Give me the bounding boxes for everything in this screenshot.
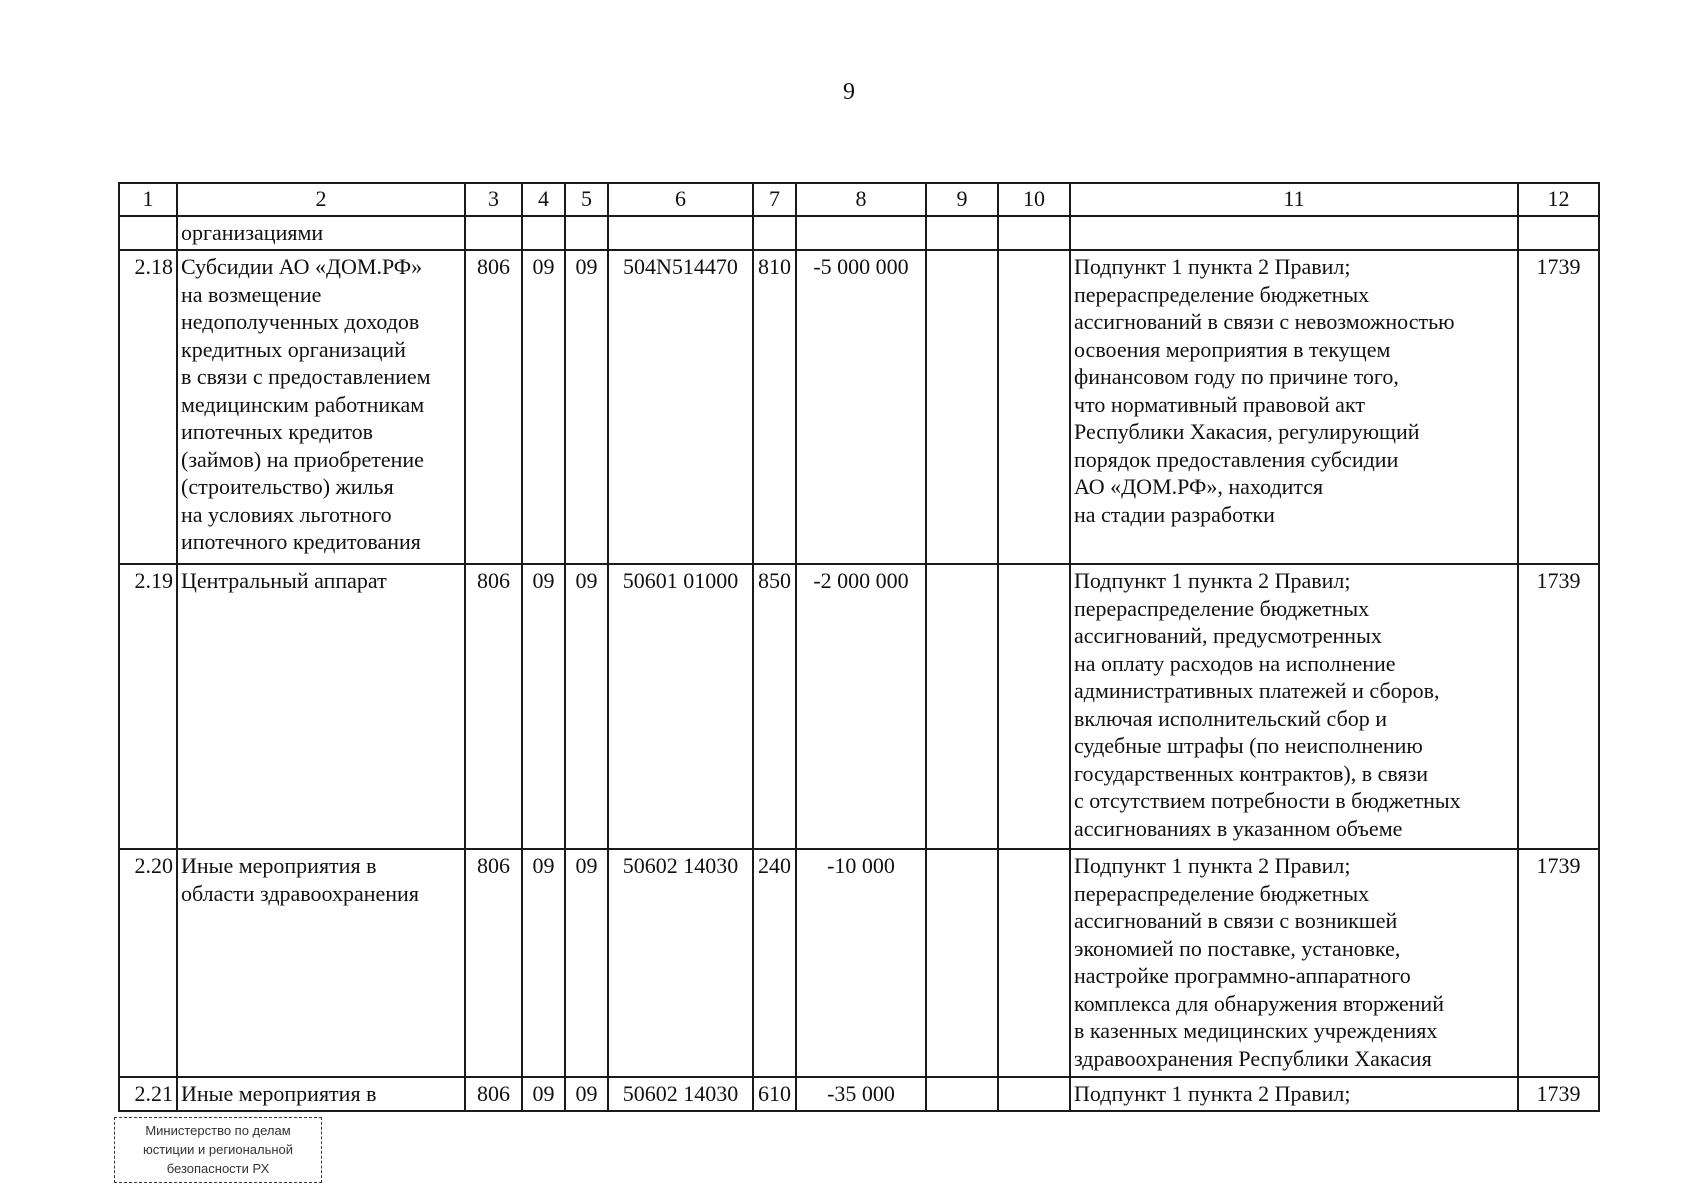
budget-table: [118, 182, 1600, 1112]
header-cell-2: 2: [177, 183, 465, 216]
name-line: Иные мероприятия в: [181, 853, 377, 878]
cell-c10: [998, 564, 1070, 849]
cell-name: [177, 564, 465, 849]
cell-num: 2.21: [119, 1077, 177, 1111]
reason-line: Подпункт 1 пункта 2 Правил;: [1074, 853, 1351, 878]
stamp-line: Министерство по делам: [145, 1123, 291, 1138]
cell-c3: 806: [465, 250, 522, 564]
name-line: на возмещение: [181, 281, 322, 307]
cell-c4: 09: [522, 250, 565, 564]
name-line: (строительство) жилья: [181, 474, 394, 499]
table-row: [119, 564, 1599, 849]
cell-c12: 1739: [1518, 250, 1599, 564]
cell-c10: [998, 216, 1070, 250]
reason-line: порядок предоставления субсидии: [1074, 446, 1399, 472]
reason-line: ассигнованиях в указанном объеме: [1074, 815, 1403, 841]
reason-line: что нормативный правовой акт: [1074, 391, 1365, 417]
cell-c5: 09: [565, 250, 608, 564]
cell-c3: [465, 216, 522, 250]
cell-reason: [1070, 1077, 1518, 1111]
name-line: медицинским работникам: [181, 391, 425, 417]
header-cell-1: 1: [119, 183, 177, 216]
cell-c8: -35 000: [796, 1077, 926, 1111]
cell-c5: 09: [565, 1077, 608, 1111]
header-cell-11: 11: [1070, 183, 1518, 216]
header-cell-3: 3: [465, 183, 522, 216]
name-line: Иные мероприятия в: [181, 1081, 377, 1106]
reason-line: административных платежей и сборов,: [1074, 678, 1440, 703]
reason-line: перераспределение бюджетных: [1074, 595, 1370, 621]
cell-num: [119, 216, 177, 250]
cell-c12: [1518, 216, 1599, 250]
cell-c8: -10 000: [796, 849, 926, 1077]
cell-c3: 806: [465, 1077, 522, 1111]
cell-name: [177, 216, 465, 250]
cell-c3: 806: [465, 849, 522, 1077]
cell-c3: 806: [465, 564, 522, 849]
table-row-continuation: [119, 216, 1599, 250]
stamp-line: юстиции и региональной: [142, 1142, 294, 1157]
cell-reason: [1070, 216, 1518, 250]
reason-line: государственных контрактов), в связи: [1074, 760, 1429, 786]
cell-c7: 240: [753, 849, 796, 1077]
name-line: Центральный аппарат: [181, 568, 387, 593]
cell-c9: [926, 849, 998, 1077]
reason-line: судебные штрафы (по неисполнению: [1074, 733, 1423, 758]
cell-c5: 09: [565, 849, 608, 1077]
cell-c4: 09: [522, 849, 565, 1077]
reason-line: экономией по поставке, установке,: [1074, 935, 1401, 961]
cell-c6: 50602 14030: [608, 1077, 753, 1111]
cell-name: [177, 1077, 465, 1111]
reason-line: с отсутствием потребности в бюджетных: [1074, 788, 1461, 813]
cell-c4: 09: [522, 564, 565, 849]
cell-c9: [926, 1077, 998, 1111]
header-cell-8: 8: [796, 183, 926, 216]
table-row: [119, 849, 1599, 1077]
cell-num: 2.19: [119, 564, 177, 849]
reason-line: освоения мероприятия в текущем: [1074, 336, 1391, 362]
reason-line: Подпункт 1 пункта 2 Правил;: [1074, 254, 1351, 279]
cell-name: [177, 250, 465, 564]
name-line: в связи с предоставлением: [181, 364, 431, 389]
name-line: недополученных доходов: [181, 309, 420, 334]
cell-c7: 810: [753, 250, 796, 564]
ministry-stamp: [114, 1117, 322, 1183]
reason-line: ассигнований в связи с возникшей: [1074, 908, 1398, 933]
name-line: организациями: [181, 220, 324, 245]
cell-num: 2.18: [119, 250, 177, 564]
page-number: 9: [843, 79, 855, 105]
cell-c10: [998, 250, 1070, 564]
cell-c8: [796, 216, 926, 250]
cell-c12: 1739: [1518, 1077, 1599, 1111]
name-line: на условиях льготного: [181, 501, 392, 527]
header-cell-6: 6: [608, 183, 753, 216]
cell-c6: 50601 01000: [608, 564, 753, 849]
reason-line: ассигнований в связи с невозможностью: [1074, 309, 1455, 334]
stamp-line: безопасности РХ: [166, 1161, 270, 1176]
name-line: области здравоохранения: [181, 880, 419, 906]
reason-line: перераспределение бюджетных: [1074, 880, 1370, 906]
table-row: [119, 250, 1599, 564]
cell-reason: [1070, 564, 1518, 849]
cell-c6: [608, 216, 753, 250]
cell-name: [177, 849, 465, 1077]
reason-line: здравоохранения Республики Хакасия: [1074, 1045, 1432, 1071]
reason-line: Подпункт 1 пункта 2 Правил;: [1074, 568, 1351, 593]
cell-reason: [1070, 250, 1518, 564]
reason-line: на стадии разработки: [1074, 501, 1275, 527]
name-line: Субсидии АО «ДОМ.РФ»: [181, 254, 423, 279]
cell-c5: [565, 216, 608, 250]
name-line: ипотечного кредитования: [181, 529, 421, 554]
cell-c10: [998, 1077, 1070, 1111]
reason-line: включая исполнительский сбор и: [1074, 705, 1388, 731]
reason-line: перераспределение бюджетных: [1074, 281, 1370, 307]
name-line: кредитных организаций: [181, 336, 406, 362]
name-line: ипотечных кредитов: [181, 419, 374, 444]
reason-line: настройке программно-аппаратного: [1074, 963, 1411, 988]
header-cell-9: 9: [926, 183, 998, 216]
cell-c6: 504N514470: [608, 250, 753, 564]
cell-c4: 09: [522, 1077, 565, 1111]
header-cell-7: 7: [753, 183, 796, 216]
cell-c5: 09: [565, 564, 608, 849]
table-row: [119, 1077, 1599, 1111]
header-row: [119, 183, 1599, 216]
header-cell-4: 4: [522, 183, 565, 216]
cell-c10: [998, 849, 1070, 1077]
reason-line: АО «ДОМ.РФ», находится: [1074, 474, 1324, 499]
budget-table-container: [118, 182, 1598, 1112]
cell-c6: 50602 14030: [608, 849, 753, 1077]
cell-c9: [926, 216, 998, 250]
header-cell-5: 5: [565, 183, 608, 216]
reason-line: Подпункт 1 пункта 2 Правил;: [1074, 1081, 1351, 1106]
reason-line: в казенных медицинских учреждениях: [1074, 1018, 1438, 1043]
cell-c12: 1739: [1518, 849, 1599, 1077]
cell-c4: [522, 216, 565, 250]
reason-line: ассигнований, предусмотренных: [1074, 623, 1382, 648]
cell-c8: -2 000 000: [796, 564, 926, 849]
cell-c7: 610: [753, 1077, 796, 1111]
cell-reason: [1070, 849, 1518, 1077]
cell-c9: [926, 250, 998, 564]
cell-c12: 1739: [1518, 564, 1599, 849]
cell-c7: [753, 216, 796, 250]
cell-c9: [926, 564, 998, 849]
reason-line: на оплату расходов на исполнение: [1074, 650, 1396, 676]
cell-c7: 850: [753, 564, 796, 849]
name-line: (займов) на приобретение: [181, 446, 424, 472]
reason-line: Республики Хакасия, регулирующий: [1074, 419, 1420, 444]
reason-line: комплекса для обнаружения вторжений: [1074, 990, 1444, 1016]
header-cell-12: 12: [1518, 183, 1599, 216]
header-cell-10: 10: [998, 183, 1070, 216]
cell-num: 2.20: [119, 849, 177, 1077]
cell-c8: -5 000 000: [796, 250, 926, 564]
reason-line: финансовом году по причине того,: [1074, 364, 1399, 389]
